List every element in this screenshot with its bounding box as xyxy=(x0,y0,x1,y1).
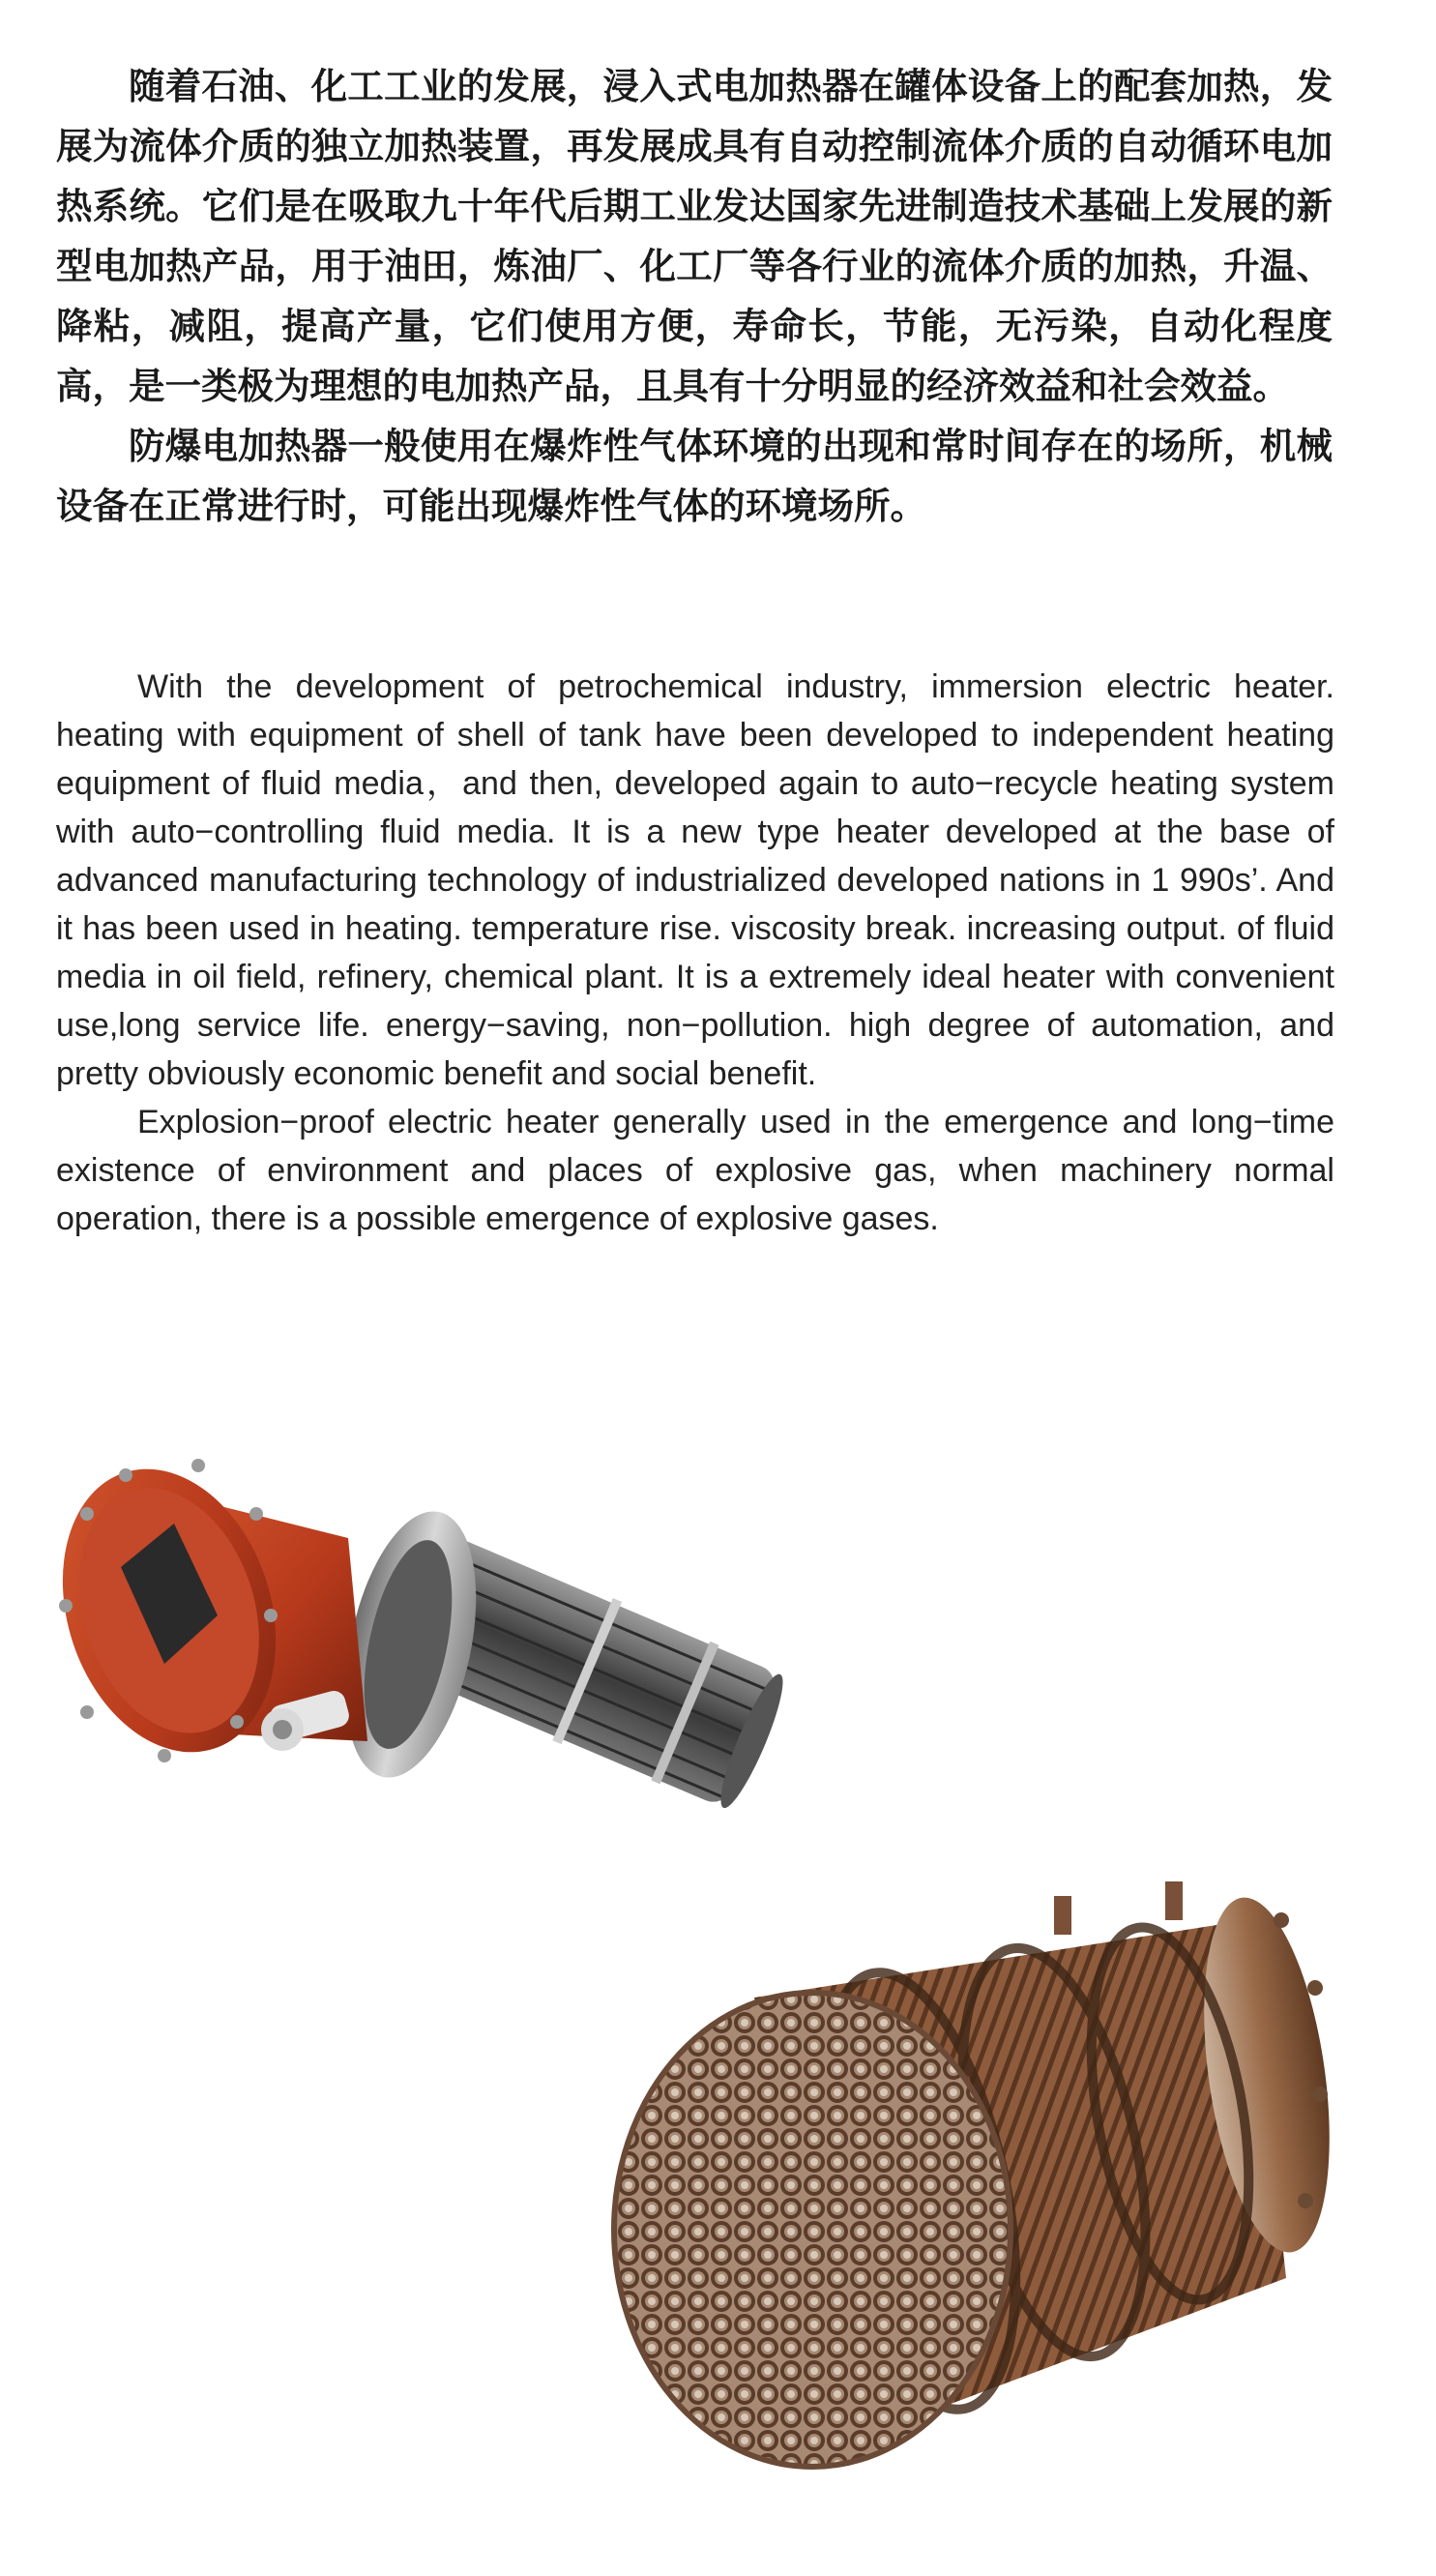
heater-2-illustration xyxy=(571,1872,1373,2491)
chinese-paragraph-2: 防爆电加热器一般使用在爆炸性气体环境的出现和常时间存在的场所，机械设备在正常进行时，可能出现爆炸性气体的环境场所。 xyxy=(56,425,1333,527)
chinese-text-block xyxy=(56,56,1333,536)
english-paragraph-2: Explosion−proof electric heater generally used in the emergence and long−time existence of environment and places of explosive gas, when machinery normal operation, there is a possible emergence of explosive gases. xyxy=(56,1104,1334,1237)
english-paragraph-1: With the development of petrochemical industry, immersion electric heater. heating with equipment of shell of tank have been developed to independent heating equipment of fluid media，and then, developed again to auto−recycle heating system with auto−controlling fluid media. It is a new type heater developed at the base of advanced manufacturing technology of industrialized developed nations in 1 990s’. And it has been used in heating. temperature rise. viscosity break. increasing output. of fluid media in oil field, refinery, chemical plant. It is a extremely ideal heater with convenient use,long service life. energy−saving, non−pollution. high degree of automation, and pretty obviously economic benefit and social benefit. xyxy=(56,668,1334,1092)
chinese-paragraph-1: 随着石油、化工工业的发展，浸入式电加热器在罐体设备上的配套加热，发展为流体介质的独立加热装置，再发展成具有自动控制流体介质的自动循环电加热系统。它们是在吸取九十年代后期工业发达国家先进制造技术基础上发展的新型电加热产品，用于油田，炼油厂、化工厂等各行业的流体介质的加热，升温、降粘，减阻，提高产量，它们使用方便，寿命长，节能，无污染，自动化程度高，是一类极为理想的电加热产品，且具有十分明显的经济效益和社会效益。 xyxy=(56,65,1333,407)
coiled-tube-heater-photo xyxy=(571,1872,1373,2491)
heater-1-illustration xyxy=(29,1422,783,1838)
explosion-proof-heater-photo xyxy=(29,1422,783,1838)
english-text-block xyxy=(56,663,1334,1243)
